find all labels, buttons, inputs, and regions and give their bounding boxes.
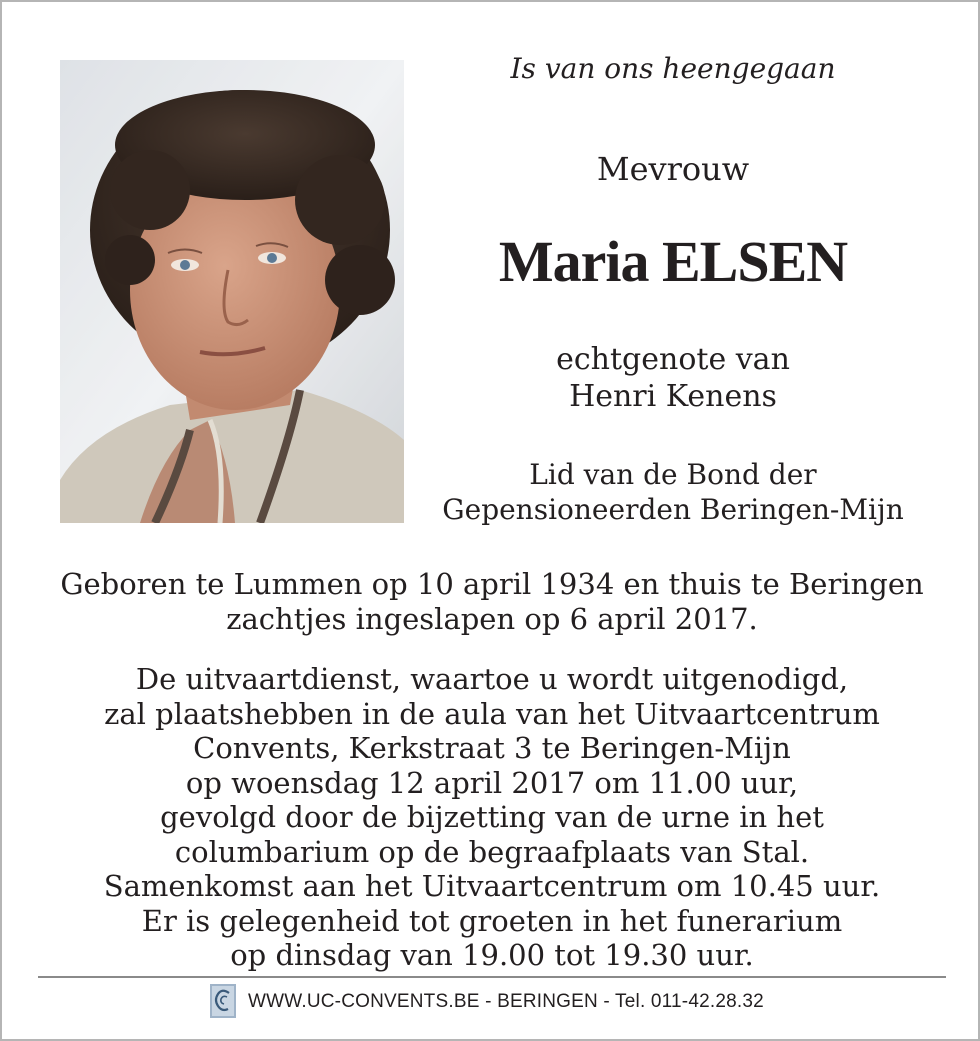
funeral-service-info [42, 662, 942, 973]
intro-text: Is van ons heengegaan [510, 52, 836, 85]
contact-info: WWW.UC-CONVENTS.BE - BERINGEN - Tel. 011-42.28.32 [248, 991, 764, 1012]
honorific: Mevrouw [596, 150, 750, 188]
funeral-home-logo-icon [210, 984, 236, 1018]
text-line: zachtjes ingeslapen op 6 april 2017. [226, 601, 758, 636]
membership-line: Lid van de Bond der [529, 458, 817, 491]
spouse-line: echtgenote van [556, 342, 790, 377]
text-line: zal plaatshebben in de aula van het Uitvaartcentrum [104, 696, 880, 731]
text-line: op woensdag 12 april 2017 om 11.00 uur, [185, 765, 799, 800]
deceased-name: Maria ELSEN [498, 229, 848, 294]
birth-death-info [42, 567, 942, 636]
text-line: gevolgd door de bijzetting van de urne in het [160, 800, 824, 834]
spouse-info [442, 341, 904, 415]
text-line: Er is gelegenheid tot groeten in het funerarium [141, 903, 843, 938]
membership-line: Gepensioneerden Beringen-Mijn [442, 493, 904, 526]
text-line: Geboren te Lummen op 10 april 1934 en thuis te Beringen [60, 567, 924, 601]
text-line: De uitvaartdienst, waartoe u wordt uitgenodigd, [135, 662, 849, 696]
membership-info [442, 457, 904, 527]
divider [38, 976, 946, 978]
spouse-name: Henri Kenens [569, 379, 777, 414]
text-line: op dinsdag van 19.00 tot 19.30 uur. [230, 938, 754, 972]
text-line: columbarium op de begraafplaats van Stal. [174, 834, 810, 869]
text-line: Convents, Kerkstraat 3 te Beringen-Mijn [193, 731, 791, 765]
text-line: Samenkomst aan het Uitvaartcentrum om 10.45 uur. [103, 869, 881, 903]
footer [2, 984, 980, 1020]
portrait-photo [60, 60, 404, 523]
